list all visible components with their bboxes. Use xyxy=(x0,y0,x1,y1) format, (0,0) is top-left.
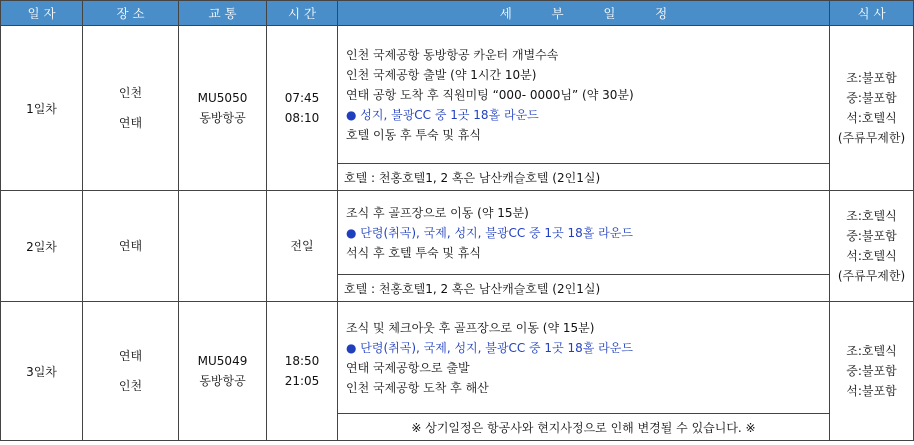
header-meal: 식 사 xyxy=(830,1,914,26)
day1-meal-2: 중:불포함 xyxy=(846,91,897,105)
day3-label: 3일차 xyxy=(26,364,57,379)
schedule-change-note: ※ 상기일정은 항공사와 현지사정으로 인해 변경될 수 있습니다. ※ xyxy=(338,414,830,441)
day3-flight-number: MU5049 xyxy=(197,354,248,368)
day1-flight-number: MU5050 xyxy=(197,91,248,105)
day1-schedule-2: 인천 국제공항 출발 (약 1시간 10분) xyxy=(346,67,537,82)
day2-row xyxy=(1,191,914,275)
day1-label: 1일차 xyxy=(26,101,57,116)
header-schedule: 세 부 일 정 xyxy=(338,1,830,26)
day1-time-1: 07:45 xyxy=(284,91,320,105)
day1-schedule-cell xyxy=(338,26,830,164)
day1-row xyxy=(1,26,914,164)
day3-schedule-4: 인천 국제공항 도착 후 해산 xyxy=(346,380,489,395)
day2-label-cell xyxy=(1,191,83,302)
day2-label: 2일차 xyxy=(26,239,57,254)
day2-schedule-cell xyxy=(338,191,830,275)
day1-meal-cell xyxy=(830,26,914,191)
day1-place-2: 연태 xyxy=(118,116,143,130)
day2-place-cell xyxy=(83,191,179,302)
day2-place-1: 연태 xyxy=(118,239,143,253)
header-transport: 교 통 xyxy=(179,1,267,26)
day3-schedule-1: 조식 및 체크아웃 후 골프장으로 이동 (약 15분) xyxy=(346,320,595,335)
day1-meal-4: (주류무제한) xyxy=(837,131,906,145)
day1-airline: 동방항공 xyxy=(199,111,246,125)
day1-schedule-1: 인천 국제공항 동방항공 카운터 개별수속 xyxy=(346,47,559,62)
day1-schedule-4: ● 성지, 불광CC 중 1곳 18홀 라운드 xyxy=(346,107,539,122)
day1-hotel: 호텔 : 천홍호텔1, 2 혹은 남산캐슬호텔 (2인1실) xyxy=(338,164,830,191)
day2-meal-1: 조:호텔식 xyxy=(846,209,897,223)
day1-meal-1: 조:불포함 xyxy=(846,71,897,85)
day3-meal-3: 석:불포함 xyxy=(846,384,897,398)
day3-time-1: 18:50 xyxy=(284,354,320,368)
day2-schedule-2: ● 단령(취곡), 국제, 성지, 불광CC 중 1곳 18홀 라운드 xyxy=(346,225,633,240)
header-row xyxy=(1,1,914,26)
day3-transport-cell xyxy=(179,302,267,441)
day2-meal-4: (주류무제한) xyxy=(837,269,906,283)
header-day: 일 자 xyxy=(1,1,83,26)
day3-place-cell xyxy=(83,302,179,441)
day1-schedule-5: 호텔 이동 후 투숙 및 휴식 xyxy=(346,127,481,142)
day3-schedule-2: ● 단령(취곡), 국제, 성지, 불광CC 중 1곳 18홀 라운드 xyxy=(346,340,633,355)
day1-meal-3: 석:호텔식 xyxy=(846,111,897,125)
day3-time-2: 21:05 xyxy=(284,374,320,388)
day1-place-cell xyxy=(83,26,179,191)
day2-transport-cell xyxy=(179,191,267,302)
day2-time-1: 전일 xyxy=(290,239,314,253)
day1-schedule-3: 연태 공항 도착 후 직원미팅 “000- 0000님” (약 30분) xyxy=(346,87,634,102)
day2-meal-2: 중:불포함 xyxy=(846,229,897,243)
day1-transport-cell xyxy=(179,26,267,191)
day1-place-1: 인천 xyxy=(118,86,143,100)
day2-time-cell xyxy=(267,191,338,302)
day3-place-2: 인천 xyxy=(118,379,143,393)
day2-schedule-3: 석식 후 호텔 투숙 및 휴식 xyxy=(346,245,481,260)
day2-meal-cell xyxy=(830,191,914,302)
day1-time-cell xyxy=(267,26,338,191)
day3-schedule-cell xyxy=(338,302,830,414)
header-place: 장 소 xyxy=(83,1,179,26)
day3-schedule-3: 연태 국제공항으로 출발 xyxy=(346,360,470,375)
day3-meal-2: 중:불포함 xyxy=(846,364,897,378)
day2-schedule-1: 조식 후 골프장으로 이동 (약 15분) xyxy=(346,205,529,220)
day2-meal-3: 석:호텔식 xyxy=(846,249,897,263)
day3-meal-1: 조:호텔식 xyxy=(846,344,897,358)
day3-label-cell xyxy=(1,302,83,441)
day3-row xyxy=(1,302,914,414)
day1-time-2: 08:10 xyxy=(284,111,320,125)
day1-label-cell xyxy=(1,26,83,191)
header-time: 시 간 xyxy=(267,1,338,26)
day3-time-cell xyxy=(267,302,338,441)
day3-place-1: 연태 xyxy=(118,349,143,363)
day2-hotel: 호텔 : 천홍호텔1, 2 혹은 남산캐슬호텔 (2인1실) xyxy=(338,275,830,302)
day3-meal-cell xyxy=(830,302,914,441)
day3-airline: 동방항공 xyxy=(199,374,246,388)
